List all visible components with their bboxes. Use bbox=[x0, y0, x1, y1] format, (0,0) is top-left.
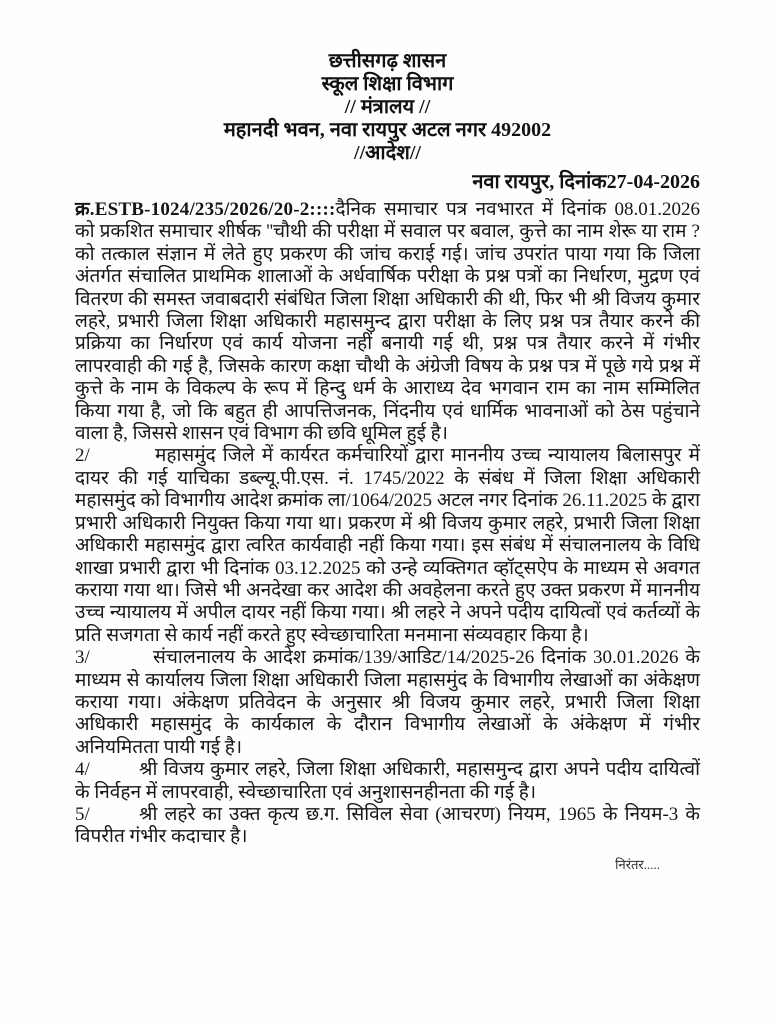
department-name: स्कूल शिक्षा विभाग bbox=[321, 73, 454, 95]
letterhead bbox=[75, 50, 700, 165]
paragraph-1 bbox=[75, 199, 700, 445]
reference-separator: :::: bbox=[309, 199, 336, 220]
paragraph-1-text: दैनिक समाचार पत्र नवभारत में दिनांक 08.01.2026 को प्रकशित समाचार शीर्षक ''चौथी की परीक्षा में सवाल पर बवाल, कुत्ते का नाम शेरू या राम ? को तत्काल संज्ञान में लेते हुए प्रकरण की जांच कराई गई। जांच उपरांत पाया गया कि जिला अंतर्गत संचालित प्राथमिक शालाओं के अर्धवार्षिक परीक्षा के प्रश्न पत्रों का निर्धारण, मुद्रण एवं वितरण की समस्त जवाबदारी संबंधित जिला शिक्षा अधिकारी की थी, फिर भी श्री विजय कुमार लहरे, प्रभारी जिला शिक्षा अधिकारी महासमुन्द द्वारा परीक्षा के लिए प्रश्न पत्र तैयार करने की प्रक्रिया का निर्धारण एवं कार्य योजना नहीं बनायी गई थी, प्रश्न पत्र तैयार करने में गंभीर लापरवाही की गई है, जिसके कारण कक्षा चौथी के अंग्रेजी विषय के प्रश्न पत्र में पूछे गये प्रश्न में कुत्ते के नाम के विकल्प के रूप में हिन्दु धर्म के आराध्य देव भगवान राम का नाम सम्मिलित किया गया है, जो कि बहुत ही आपत्तिजनक, निंदनीय एवं धार्मिक भावनाओं को ठेस पहुंचाने वाला है, जिससे शासन एवं विभाग की छवि धूमिल हुई है। bbox=[75, 199, 700, 445]
continuation-text: निरंतर..... bbox=[615, 856, 660, 872]
address-line: महानदी भवन, नवा रायपुर अटल नगर 492002 bbox=[223, 119, 552, 141]
paragraph-4 bbox=[75, 759, 700, 804]
order-body bbox=[75, 199, 700, 849]
paragraph-2 bbox=[75, 445, 700, 647]
paragraph-3 bbox=[75, 647, 700, 759]
paragraph-5-text: श्री लहरे का उक्त कृत्य छ.ग. सिविल सेवा (आचरण) नियम, 1965 के नियम-3 के विपरीत गंभीर कदाचार है। bbox=[75, 803, 700, 848]
paragraph-2-text: महासमुंद जिले में कार्यरत कर्मचारियों द्वारा माननीय उच्च न्यायालय बिलासपुर में दायर की गई याचिका डब्ल्यू.पी.एस. नं. 1745/2022 के संबंध में जिला शिक्षा अधिकारी महासमुंद को विभागीय आदेश क्रमांक ला/1064/2025 अटल नगर दिनांक 26.11.2025 के द्वारा प्रभारी अधिकारी नियुक्त किया गया था। प्रकरण में श्री विजय कुमार लहरे, प्रभारी जिला शिक्षा अधिकारी महासमुंद द्वारा त्वरित कार्यवाही नहीं किया गया। इस संबंध में संचालनालय के विधि शाखा प्रभारी द्वारा भी दिनांक 03.12.2025 को उन्हे व्यक्तिगत व्हॉट्सऐप के माध्यम से अवगत कराया गया था। जिसे भी अनदेखा कर आदेश की अवहेलना करते हुए उक्त प्रकरण में माननीय उच्च न्यायालय में अपील दायर नहीं किया गया। श्री लहरे ने अपने पदीय दायित्वों एवं कर्तव्यों के प्रति सजगता से कार्य नहीं करते हुए स्वेच्छाचारिता मनमाना संव्यवहार किया है। bbox=[75, 445, 700, 646]
paragraph-2-number: 2/ bbox=[75, 445, 90, 467]
reference-number: क्र.ESTB-1024/235/2026/20-2 bbox=[75, 199, 310, 220]
order-title: //आदेश// bbox=[354, 142, 421, 164]
paragraph-4-text: श्री विजय कुमार लहरे, जिला शिक्षा अधिकारी, महासमुन्द द्वारा अपने पदीय दायित्वों के निर्वहन में लापरवाही, स्वेच्छाचारिता एवं अनुशासनहीनता की गई है। bbox=[75, 759, 700, 803]
continuation-note bbox=[75, 857, 700, 872]
paragraph-5 bbox=[75, 804, 700, 849]
place-date-line: नवा रायपुर, दिनांक27-04-2026 bbox=[472, 171, 700, 193]
ministry-line: // मंत्रालय // bbox=[344, 96, 431, 118]
government-name: छत्तीसगढ़ शासन bbox=[328, 50, 447, 72]
paragraph-3-number: 3/ bbox=[75, 647, 90, 669]
paragraph-4-number: 4/ bbox=[75, 759, 90, 781]
paragraph-3-text: संचालनालय के आदेश क्रमांक/139/आडिट/14/2025-26 दिनांक 30.01.2026 के माध्यम से कार्यालय जिला शिक्षा अधिकारी जिला महासमुंद के विभागीय लेखाओं का अंकेक्षण कराया गया। अंकेक्षण प्रतिवेदन के अनुसार श्री विजय कुमार लहरे, प्रभारी जिला शिक्षा अधिकारी महासमुंद के कार्यकाल के दौरान विभागीय लेखाओं के अंकेक्षण में गंभीर अनियमितता पायी गई है। bbox=[75, 647, 700, 758]
paragraph-5-number: 5/ bbox=[75, 803, 90, 825]
